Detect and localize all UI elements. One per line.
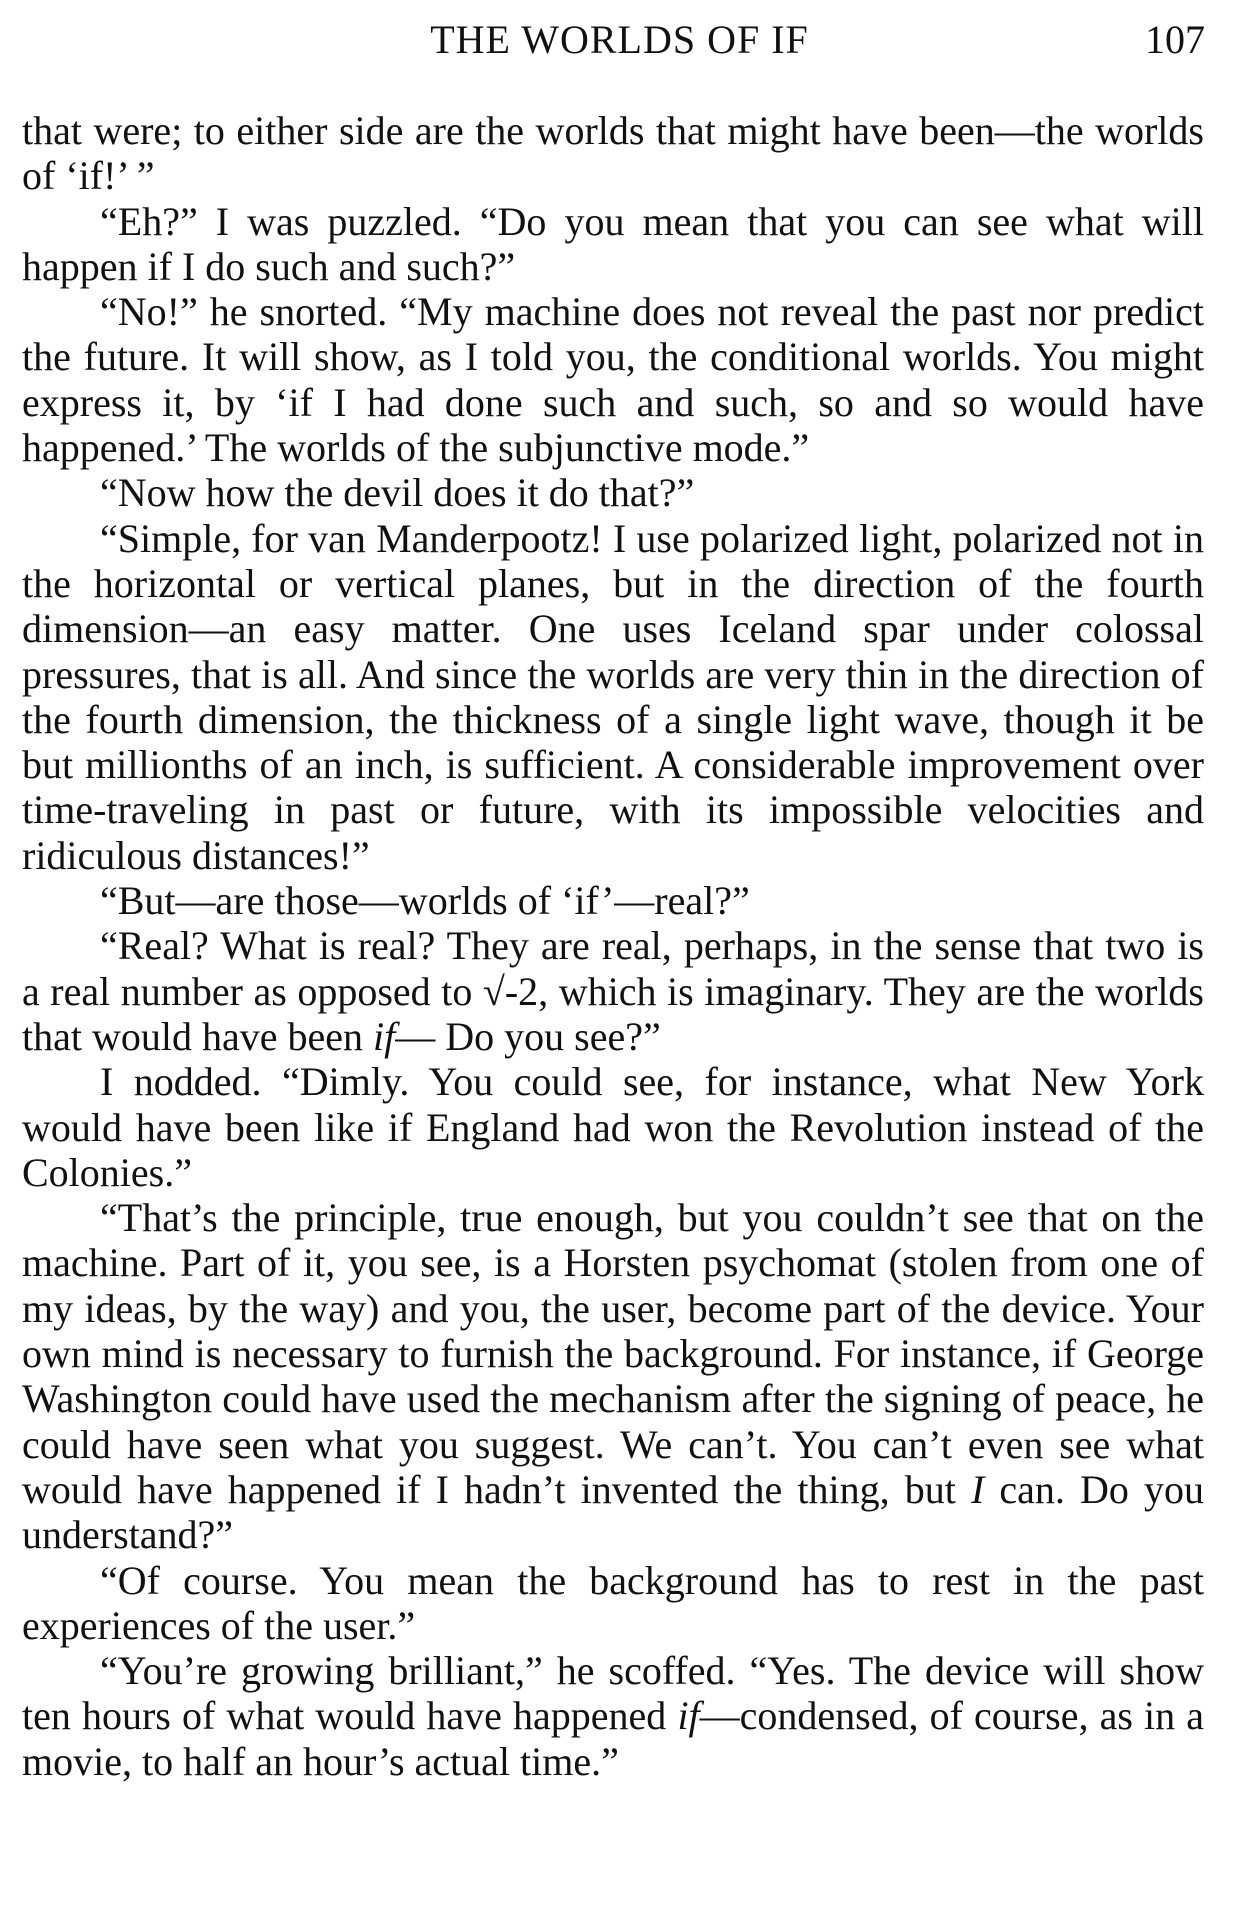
paragraph-11 [22,1648,1204,1784]
paragraph-9-part-1: “That’s the principle, true enough, but you couldn’t see that on the machine. Part of it, you see, is a Horsten psychomat (stolen from one of my ideas, by the way) and you, the user, become part of the device. Your own mind is necessary to furnish the background. For instance, if George Washington could have used the mechanism after the signing of peace, he could have seen what you suggest. We can’t. You can’t even see what would have happened if I hadn’t invented the thing, but [22,1195,1204,1512]
paragraph-7-italic-if: if [373,1013,396,1059]
body-text [22,108,1204,1784]
paragraph-9 [22,1195,1204,1557]
paragraph-4: “Now how the devil does it do that?” [100,470,695,516]
paragraph-7 [22,923,1204,1059]
paragraph-9-part-3: can. Do you understand?” [22,1466,1204,1558]
paragraph-11-italic-if: if [677,1693,700,1739]
paragraph-5: “Simple, for van Manderpootz! I use polarized light, polarized not in the horizontal or vertical planes, but in the direction of the fourth dimension—an easy matter. One uses Iceland spar under colossal pressures, that is all. And since the worlds are very thin in the direction of the fourth dimension, the thickness of a single light wave, though it be but millionths of an inch, is sufficient. A considerable improvement over time-traveling in past or future, with its impossible velocities and ridiculous distances!” [22,515,1204,878]
paragraph-10: “Of course. You mean the background has to rest in the past experiences of the user.” [22,1557,1204,1648]
page-number: 107 [1145,17,1205,62]
paragraph-7-part-3: — Do you see?” [395,1013,661,1059]
paragraph-11-part-1: “You’re growing brilliant,” he scoffed. “Yes. The device will show ten hours of what would have happened [22,1648,1204,1739]
running-title: THE WORLDS OF IF [430,17,809,62]
paragraph-8: I nodded. “Dimly. You could see, for instance, what New York would have been like if England had won the Revolution instead of the Colonies.” [22,1059,1204,1195]
paragraph-11-part-3: —condensed, of course, as in a movie, to half an hour’s actual time.” [22,1693,1204,1784]
paragraph-1: that were; to either side are the worlds that might have been—the worlds of ‘if!’ ” [22,108,1204,199]
paragraph-9-italic-i: I [970,1466,985,1512]
paragraph-2: “Eh?” I was puzzled. “Do you mean that you can see what will happen if I do such and such?” [22,198,1204,289]
paragraph-3: “No!” he snorted. “My machine does not reveal the past nor predict the future. It will show, as I told you, the conditional worlds. You might express it, by ‘if I had done such and such, so and so would have happened.’ The worlds of the subjunctive mode.” [22,289,1204,471]
paragraph-6: “But—are those—worlds of ‘if’—real?” [100,878,750,924]
paragraph-7-part-1: “Real? What is real? They are real, perhaps, in the sense that two is a real number as opposed to √-2, which is imaginary. They are the worlds that would have been [22,923,1204,1059]
page-header [0,10,1239,70]
